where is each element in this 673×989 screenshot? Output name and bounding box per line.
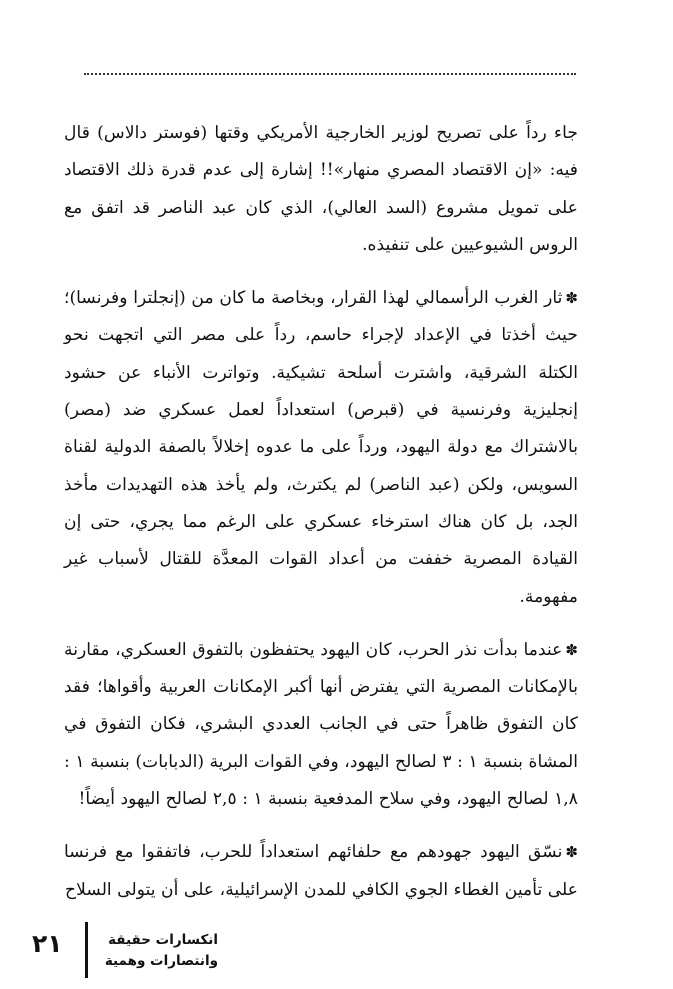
paragraph-3-text: عندما بدأت نذر الحرب، كان اليهود يحتفظون بالتفوق العسكري، مقارنة بالإمكانات المصرية التي يفترض أنها أكبر الإمكانات العربية وأقواها؛ فقد كان التفوق ظاهراً حتى في الجانب العددي البشري، فكان التفوق في المشاة بنسبة ١ : ٣ لصالح اليهود، وفي القوات البرية (الدبابات) بنسبة ١ : ١,٨ لصالح اليهود، وفي سلاح المدفعية بنسبة ١ : ٢,٥ لصالح اليهود أيضاً! (64, 639, 578, 810)
paragraph-2-text: ثار الغرب الرأسمالي لهذا القرار، وبخاصة ما كان من (إنجلترا وفرنسا)؛ حيث أخذتا في الإعداد لإجراء حاسم، رداً على مصر التي اتجهت نحو الكتلة الشرقية، واشترت أسلحة تشيكية. وتواترت الأنباء عن حشود إنجليزية وفرنسية في (قبرص) استعداداً لعمل عسكري ضد (مصر) بالاشتراك مع دولة اليهود، ورداً على ما عدوه إخلالاً بالصفة الدولية لقناة السويس، ولكن (عبد الناصر) لم يكترث، ولم يأخذ هذه التهديدات مأخذ الجد، بل كان هناك استرخاء عسكري على الرغم مما يجري، حتى إن القيادة المصرية خففت من أعداد القوات المعدَّة للقتال لأسباب غير مفهومة. (64, 288, 578, 607)
page-number: ٢١ (32, 929, 63, 958)
body-text (64, 115, 578, 925)
book-title-line-2: وانتصارات وهمية (104, 953, 218, 969)
paragraph-4 (64, 834, 578, 909)
header-dotted-rule (84, 73, 576, 75)
asterisk-bullet-icon: ✽ (565, 640, 578, 659)
paragraph-1 (64, 115, 578, 264)
page-footer (0, 920, 673, 980)
asterisk-bullet-icon: ✽ (565, 843, 578, 862)
paragraph-1-text: جاء رداً على تصريح لوزير الخارجية الأمريكي وقتها (فوستر دالاس) قال فيه: «إن الاقتصاد المصري منهار»!! إشارة إلى عدم قدرة ذلك الاقتصاد على تمويل مشروع (السد العالي)، الذي كان عبد الناصر قد اتفق مع الروس الشيوعيين على تنفيذه. (64, 123, 578, 255)
asterisk-bullet-icon: ✽ (565, 289, 578, 308)
running-book-title (98, 930, 218, 972)
book-title-line-1: انكسارات حقيقة (108, 932, 218, 948)
paragraph-2 (64, 280, 578, 616)
paragraph-3 (64, 632, 578, 818)
paragraph-4-text: نسّق اليهود جهودهم مع حلفائهم استعداداً للحرب، فاتفقوا مع فرنسا على تأمين الغطاء الجوي الكافي للمدن الإسرائيلية، على أن يتولى السلاح (64, 842, 578, 900)
footer-divider (85, 922, 88, 978)
